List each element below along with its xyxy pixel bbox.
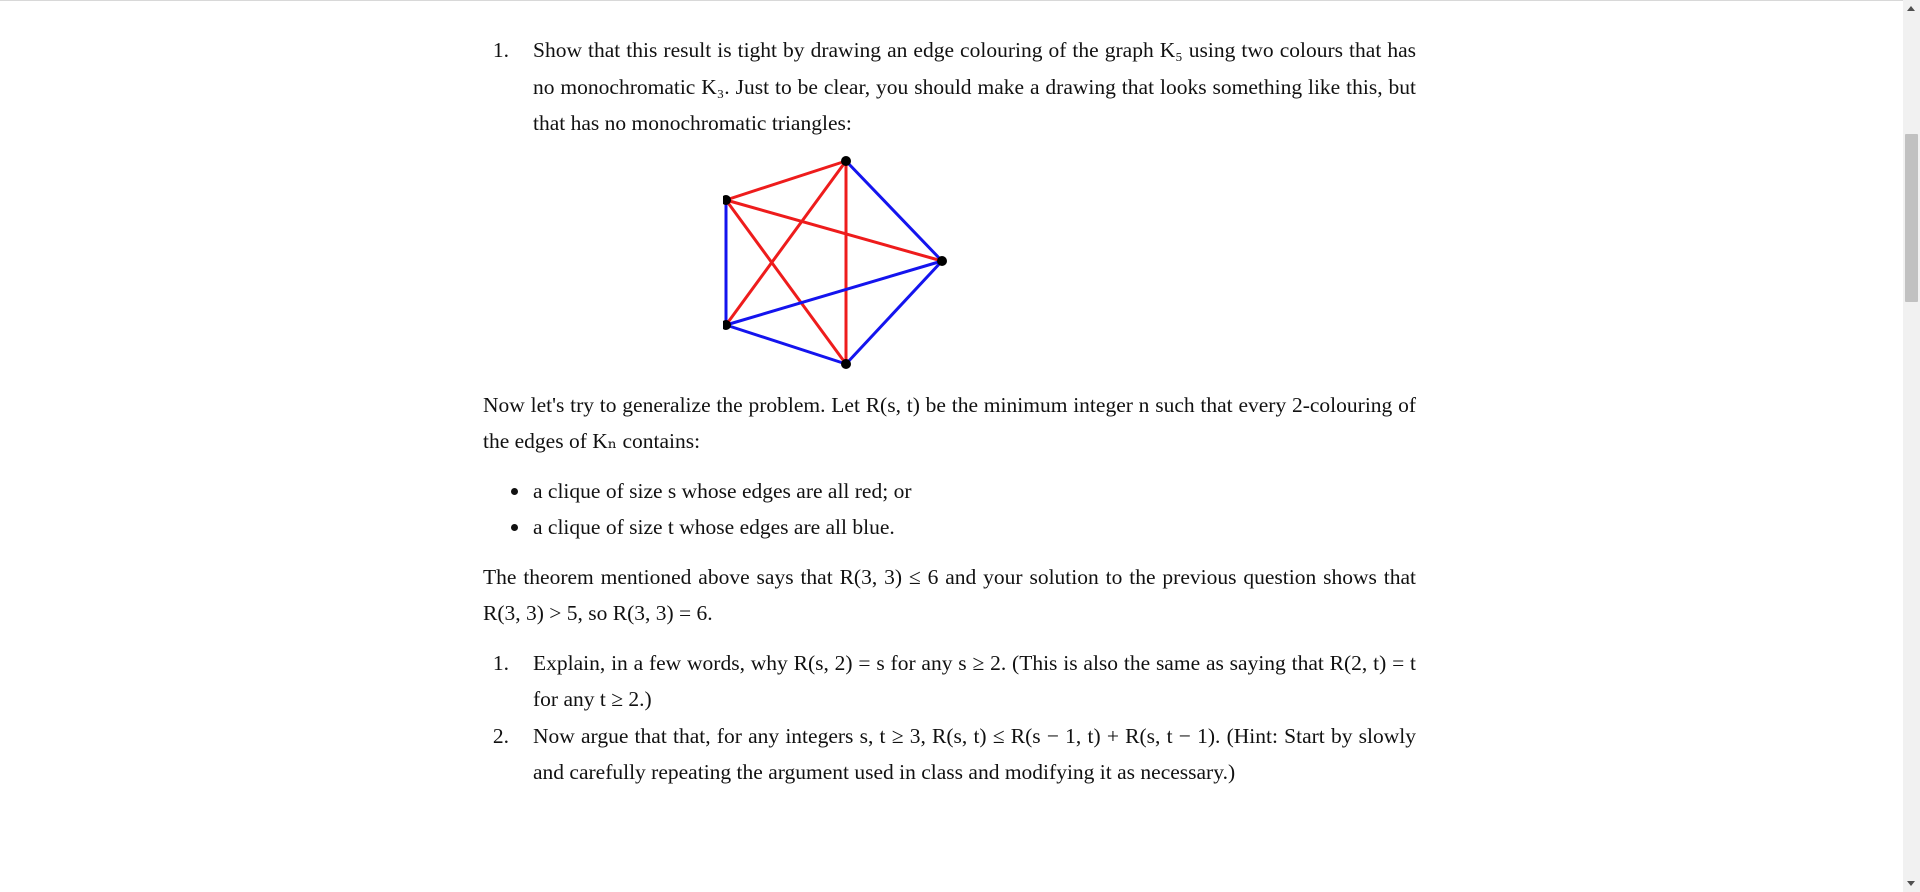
scroll-up-arrow-icon[interactable] (1907, 6, 1915, 11)
edge-red-left-right (726, 200, 942, 261)
edge-red-left-br (726, 200, 846, 364)
exercise-number: 1. (492, 650, 509, 675)
clique-conditions-list (483, 473, 1416, 546)
k5-graph (723, 145, 963, 375)
document-content (483, 30, 1416, 791)
exercise-list-2 (483, 645, 1416, 791)
exercise-item-1 (483, 645, 1416, 718)
list-item-text: a clique of size t whose edges are all blue. (533, 515, 895, 539)
scrollbar-thumb[interactable] (1905, 134, 1918, 302)
top-border (0, 0, 1903, 1)
exercise-text: Show that this result is tight by drawing an edge colouring of the graph K₅ using two colours that has no monochromatic K₃. Just to be clear, you should make a drawing that looks something like this, but that has no monochromatic triangles: (533, 38, 1416, 135)
exercise-item-1 (483, 32, 1416, 142)
bullet-icon (511, 488, 518, 495)
edge-blue-right-bl (726, 261, 942, 325)
list-item (483, 509, 1416, 546)
edge-blue-bl-br (726, 325, 846, 364)
vertex-top (841, 156, 851, 166)
scroll-down-arrow-icon[interactable] (1907, 881, 1915, 886)
list-item-text: a clique of size s whose edges are all red; or (533, 478, 912, 503)
vertical-scrollbar[interactable] (1903, 0, 1920, 892)
exercise-text: Now argue that that, for any integers s, t ≥ 3, R(s, t) ≤ R(s − 1, t) + R(s, t − 1). (Hint: Start by slowly and carefully repeating the argument used in class and modifying it as necessary.) (533, 723, 1416, 784)
exercise-number: 2. (492, 723, 509, 748)
bullet-icon (511, 524, 518, 531)
exercise-text: Explain, in a few words, why R(s, 2) = s for any s ≥ 2. (This is also the same as saying that R(2, t) = t for any t ≥ 2.) (533, 650, 1416, 711)
edge-red-top-left (726, 161, 846, 200)
paragraph-theorem: The theorem mentioned above says that R(3, 3) ≤ 6 and your solution to the previous question shows that R(3, 3) > 5, so R(3, 3) = 6. (483, 564, 1416, 625)
list-item (483, 473, 1416, 510)
edge-red-top-bl (726, 161, 846, 325)
exercise-item-2 (483, 718, 1416, 791)
paragraph-generalize: Now let's try to generalize the problem. Let R(s, t) be the minimum integer n such that every 2-colouring of the edges of Kₙ contains: (483, 392, 1416, 453)
exercise-list-1 (483, 32, 1416, 142)
vertex-br (841, 359, 851, 369)
vertex-right (937, 256, 947, 266)
k5-figure (483, 142, 1416, 387)
exercise-number: 1. (492, 38, 509, 62)
